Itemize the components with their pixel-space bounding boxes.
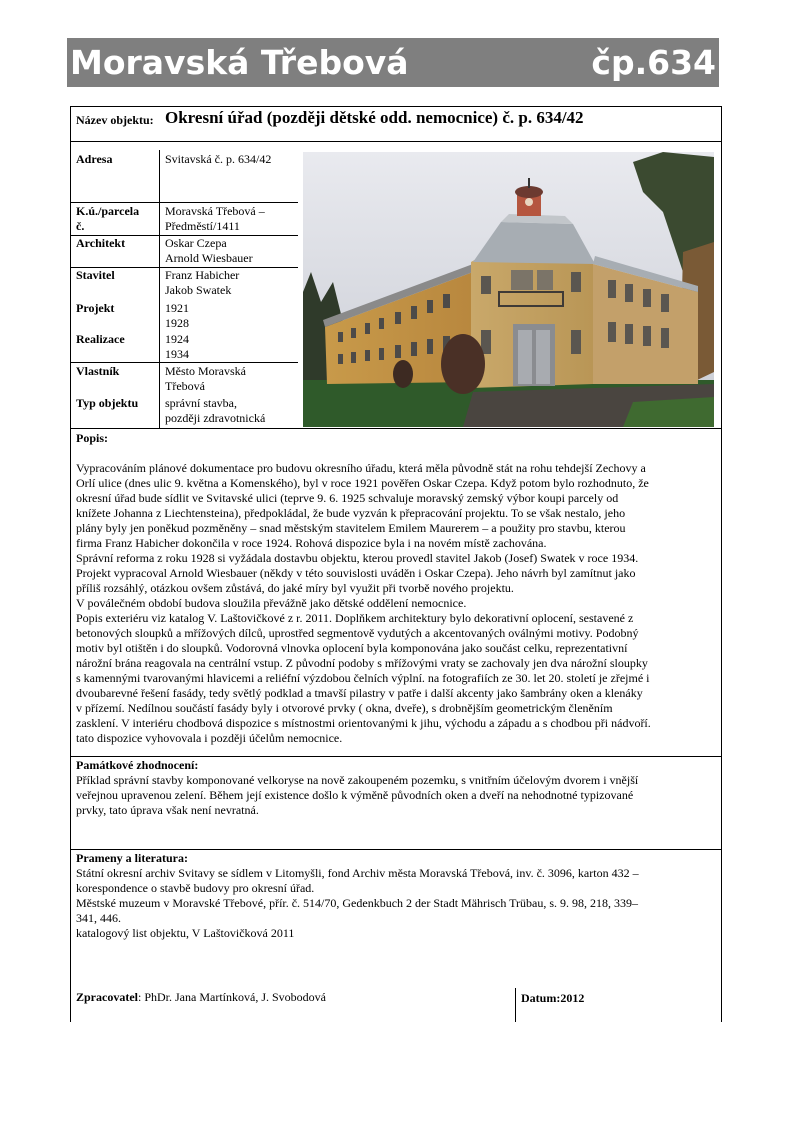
parcel-value: Moravská Třebová – xyxy=(165,204,265,218)
builder-value-2: Jakob Swatek xyxy=(165,283,232,297)
section-divider xyxy=(70,428,722,429)
owner-label: Vlastník xyxy=(76,364,120,378)
architect-value-2: Arnold Wiesbauer xyxy=(165,251,253,265)
row-divider xyxy=(70,362,298,363)
sources-line: 341, 446. xyxy=(76,911,121,925)
description-line: okresní úřad bude sídlit ve Svitavské ulici (teprve 9. 6. 1925 schvaluje moravský zemský výbor koupi parcely od xyxy=(76,491,619,505)
description-line: příliš rozsáhlý, otázkou ovšem zůstává, do jaké míry byl využit při tvorbě nového projektu. xyxy=(76,581,514,595)
sources-line: Městské muzeum v Moravské Třebové, přír. č. 514/70, Gedenkbuch 2 der Stadt Mährisch Trübau, s. 9. 98, 218, 339– xyxy=(76,896,639,910)
processor-label: Zpracovatel xyxy=(76,990,138,1004)
address-label: Adresa xyxy=(76,152,113,166)
row-divider xyxy=(70,202,298,203)
description-line: Vypracováním plánové dokumentace pro budovu okresního úřadu, která měla původně stát na rohu tehdejší Zechovy a xyxy=(76,461,646,475)
date-divider xyxy=(515,988,516,1022)
architect-label: Architekt xyxy=(76,236,126,250)
description-line: s kamennými tvarovanými hlavicemi a reliéfní výzdobou čelních výplní. na fotografiích ze 30. let 20. století je zřejmé i xyxy=(76,671,650,685)
sources-line: korespondence o stavbě budovy pro okresní úřad. xyxy=(76,881,315,895)
section-divider xyxy=(70,756,722,757)
owner-value-1: Město Moravská xyxy=(165,364,246,378)
description-line: v přízemí. Nedílnou součástí fasády byly i otvorové prvky ( okna, dveře), s drobnějším geometrickým členěním xyxy=(76,701,613,715)
address-value: Svitavská č. p. 634/42 xyxy=(165,152,272,166)
type-value-1: správní stavba, xyxy=(165,396,237,410)
description-line: Projekt vypracoval Arnold Wiesbauer (někdy v této souvislosti uváděn i Oskar Czepa). Jeho návrh byl zamítnut jako xyxy=(76,566,636,580)
assessment-text xyxy=(76,773,718,818)
processor-value: : PhDr. Jana Martínková, J. Svobodová xyxy=(138,990,326,1004)
house-number: čp.634 xyxy=(591,43,716,82)
architect-value-1: Oskar Czepa xyxy=(165,236,227,250)
frame-right-border xyxy=(721,106,722,1022)
description-line: V poválečném období budova sloužila převážně jako dětské oddělení nemocnice. xyxy=(76,596,467,610)
building-photo xyxy=(303,152,714,427)
object-title: Okresní úřad (později dětské odd. nemocnice) č. p. 634/42 xyxy=(165,108,584,127)
realization-value-2: 1934 xyxy=(165,347,189,361)
project-value-2: 1928 xyxy=(165,316,189,330)
sources-line: katalogový list objektu, V Laštovičková 2011 xyxy=(76,926,295,940)
title-divider xyxy=(70,141,722,142)
parcel-value-cont: Předměstí/1411 xyxy=(165,219,240,233)
realization-label: Realizace xyxy=(76,332,125,346)
date-field: Datum:2012 xyxy=(521,991,585,1005)
assessment-heading: Památkové zhodnocení: xyxy=(76,758,199,772)
type-label: Typ objektu xyxy=(76,396,139,410)
description-line: motiv byl otištěn i do sloupků. Vodorovná vlnovka oplocení byla komponována jako součást celku, reprezentativní xyxy=(76,641,628,655)
description-line: zasklení. V interiéru chodbová dispozice s místnostmi orientovanými k jihu, východu a západu a s chodbou při nádvoří. xyxy=(76,716,651,730)
town-name: Moravská Třebová xyxy=(70,43,409,82)
description-line: Správní reforma z roku 1928 si vyžádala dostavbu objektu, kterou provedl stavitel Jakob (Josef) Swatek v roce 1934. xyxy=(76,551,639,565)
owner-value-2: Třebová xyxy=(165,379,205,393)
description-line: nárožní brána reagovala na centrální vstup. Z původní podoby s mřížovými vraty se zachovaly jen dva nárožní sloupky xyxy=(76,656,648,670)
building-photo-icon xyxy=(303,152,714,427)
title-banner xyxy=(67,38,719,87)
sources-line: Státní okresní archiv Svitavy se sídlem v Litomyšli, fond Archiv města Moravská Třebová, inv. č. 3096, karton 432 – xyxy=(76,866,639,880)
description-line: knížete Johanna z Liechtensteina), předpokládal, že bude vyzván k přepracování projektu. To se však nestalo, jeho xyxy=(76,506,626,520)
builder-label: Stavitel xyxy=(76,268,115,282)
assessment-line: prvky, tato úprava však není nevratná. xyxy=(76,803,259,817)
processor xyxy=(76,990,326,1005)
field-column-divider xyxy=(159,150,160,428)
project-value-1: 1921 xyxy=(165,301,189,315)
sources-text xyxy=(76,866,718,941)
type-value-2: později zdravotnická xyxy=(165,411,266,425)
description-line: tato dispozice vyhovovala i později účelům nemocnice. xyxy=(76,731,343,745)
parcel-label: K.ú./parcela xyxy=(76,204,140,218)
description-line: firma Franz Habicher dokončila v roce 1924. Rohová dispozice byla i na novém místě zachována. xyxy=(76,536,547,550)
realization-value-1: 1924 xyxy=(165,332,189,346)
project-label: Projekt xyxy=(76,301,115,315)
section-divider xyxy=(70,849,722,850)
description-line: Orlí ulice (dnes ulic 9. května a Komenského), byl v roce 1921 pověřen Oskar Czepa. Když potom bylo rozhodnuto, že xyxy=(76,476,649,490)
description-line: Popis exteriéru viz katalog V. Laštovičkové z r. 2011. Doplňkem architektury bylo dekorativní oplocení, sestavené z xyxy=(76,611,634,625)
description-text xyxy=(76,461,718,746)
object-name-label: Název objektu: xyxy=(76,113,154,127)
assessment-line: Příklad správní stavby komponované velkoryse na nově zakoupeném pozemku, s vnitřním účelovým dvorem i vnější xyxy=(76,773,639,787)
builder-value-1: Franz Habicher xyxy=(165,268,240,282)
description-line: plány byly jen poněkud pozměněny – snad městským stavitelem Emilem Maurerem – a použity pro stavbu, kterou xyxy=(76,521,626,535)
description-line: dvoubarevné řešení fasády, tedy světlý podklad a tmavší pilastry v patře i další akcenty jako šambrány oken a klenáky xyxy=(76,686,643,700)
frame-left-border xyxy=(70,106,71,1022)
assessment-line: veřejnou upravenou zelení. Během její existence došlo k výměně původních oken a dveří na nehodnotné typizované xyxy=(76,788,634,802)
description-line: betonových sloupků a mřížových dílců, uprostřed segmentově vydutých a akcentovaných oválnými motivy. Podobný xyxy=(76,626,639,640)
sources-heading: Prameny a literatura: xyxy=(76,851,188,865)
parcel-label-cont: č. xyxy=(76,219,85,233)
description-heading: Popis: xyxy=(76,431,109,445)
